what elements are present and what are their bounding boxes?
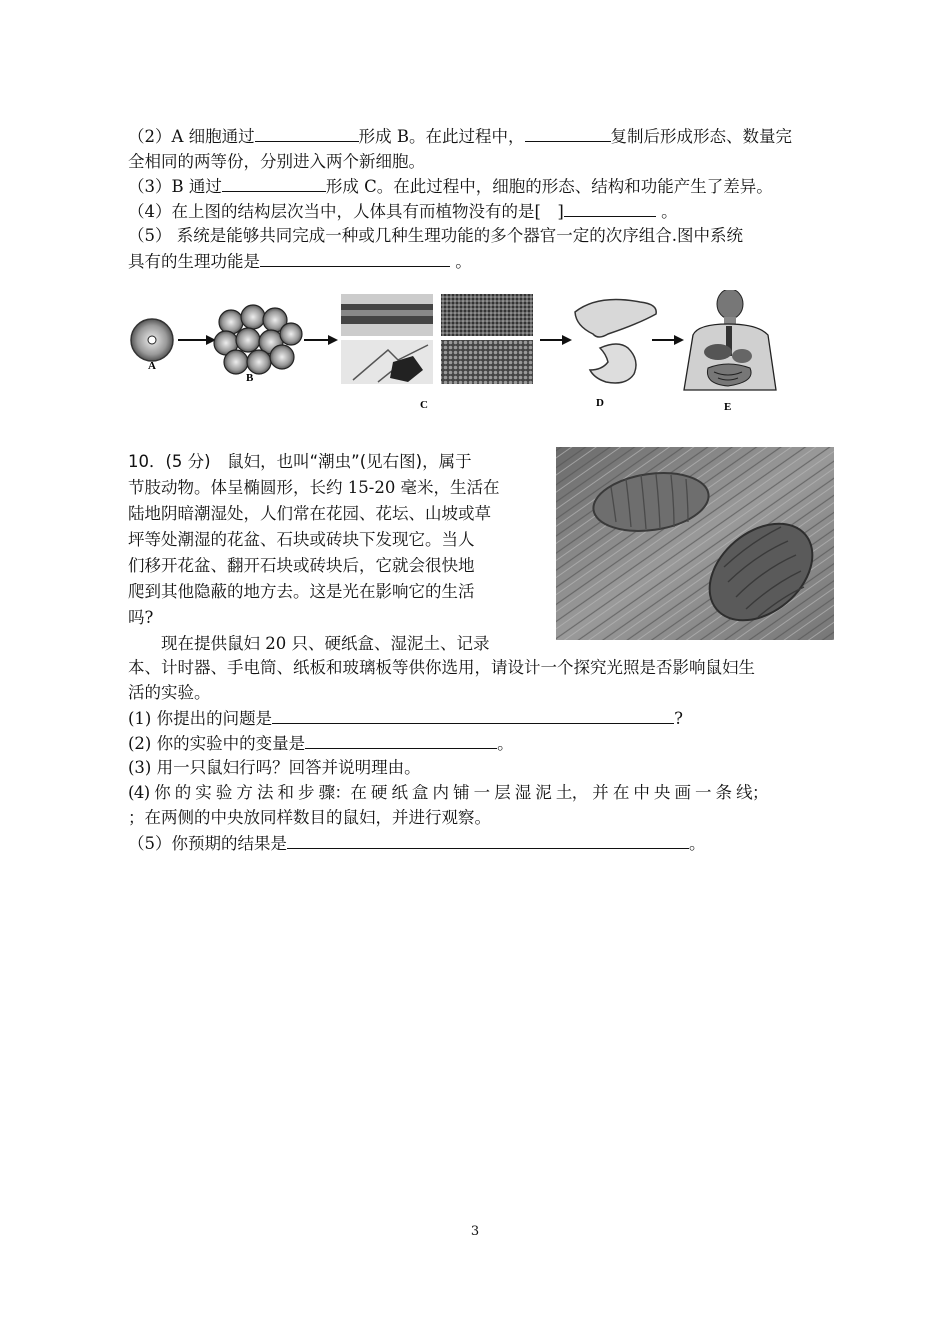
human-body-e-illustration bbox=[684, 290, 776, 390]
q10-sub4-line2 bbox=[128, 806, 491, 830]
label-e: E bbox=[724, 401, 732, 413]
q10-intro-line5: 们移开花盆、翻开石块或砖块后，它就会很快地 bbox=[128, 556, 475, 575]
arrow-a-b bbox=[178, 335, 216, 345]
q10-para-text3: 活的实验。 bbox=[128, 683, 211, 702]
q9-p4-text-a: （4）在上图的结构层次当中，人体具有而植物没有的是[ ] bbox=[128, 202, 564, 221]
q9-part4-line bbox=[128, 199, 678, 224]
q10-intro bbox=[128, 449, 548, 657]
q10-s5-blank[interactable] bbox=[287, 831, 689, 849]
q10-sub2 bbox=[128, 731, 514, 756]
q9-p2-text-b: 形成 B。在此过程中， bbox=[358, 127, 525, 146]
arrow-c-d bbox=[540, 335, 572, 345]
q10-s4-text-b: ；在两侧的中央放同样数目的鼠妇，并进行观察。 bbox=[128, 808, 491, 827]
label-a: A bbox=[148, 360, 156, 372]
q10-s5-text: （5）你预期的结果是 bbox=[128, 834, 287, 853]
q10-s4-text-a: (4) 你 的 实 验 方 法 和 步 骤：在 硬 纸 盒 内 铺 一 层 湿 泥 土， 并 在 中 央 画 一 条 线； bbox=[128, 783, 768, 802]
q10-intro-line4: 坪等处潮湿的花盆、石块或砖块下发现它。当人 bbox=[128, 530, 475, 549]
q9-p3-text-b: 形成 C。在此过程中，细胞的形态、结构和功能产生了差异。 bbox=[325, 177, 773, 196]
q10-intro-line2: 节肢动物。体呈椭圆形，长约 15-20 毫米，生活在 bbox=[128, 478, 500, 497]
q9-part3-line bbox=[128, 174, 773, 199]
q10-sub3 bbox=[128, 756, 421, 780]
arrow-b-c bbox=[304, 335, 338, 345]
q9-p2-blank-1[interactable] bbox=[255, 124, 359, 142]
q10-s2-blank[interactable] bbox=[305, 731, 497, 749]
q9-p5-text-c: 。 bbox=[450, 252, 472, 271]
cell-a-illustration bbox=[131, 319, 173, 361]
q9-part5-line1 bbox=[128, 224, 743, 248]
cells-b-illustration bbox=[214, 305, 302, 374]
label-c: C bbox=[420, 399, 428, 411]
q9-p4-text-b: 。 bbox=[655, 202, 678, 221]
q10-para-line2 bbox=[128, 656, 755, 680]
arrow-d-e bbox=[652, 335, 684, 345]
label-d: D bbox=[596, 397, 604, 409]
q10-sub1 bbox=[128, 706, 683, 731]
q10-s1-blank[interactable] bbox=[272, 706, 674, 724]
q10-s1-text: (1) 你提出的问题是 bbox=[128, 709, 273, 728]
q10-intro-line7: 吗? bbox=[128, 608, 154, 627]
structure-levels-diagram bbox=[128, 290, 788, 415]
q9-p3-blank[interactable] bbox=[222, 174, 326, 192]
q10-para-text2: 本、计时器、手电筒、纸板和玻璃板等供你选用，请设计一个探究光照是否影响鼠妇生 bbox=[128, 658, 755, 677]
q10-sub5 bbox=[128, 831, 706, 856]
q9-p2-text-c: 复制后形成形态、数量完 bbox=[610, 127, 793, 146]
q9-p2-text-d: 全相同的两等份，分别进入两个新细胞。 bbox=[128, 152, 425, 171]
label-b: B bbox=[246, 372, 254, 384]
q9-p2-text-a: （2）A 细胞通过 bbox=[128, 127, 255, 146]
q9-part2-line2 bbox=[128, 150, 425, 174]
q10-sub4-line1 bbox=[128, 781, 768, 805]
q10-s5-end: 。 bbox=[689, 834, 706, 853]
q10-s2-end: 。 bbox=[497, 734, 514, 753]
q10-intro-line1: 10．(5 分) 鼠妇，也叫“潮虫”(见右图)，属于 bbox=[128, 452, 472, 471]
woodlouse-photo bbox=[556, 447, 834, 640]
q10-s3-text: (3) 用一只鼠妇行吗？回答并说明理由。 bbox=[128, 758, 421, 777]
q10-para-line3 bbox=[128, 681, 211, 705]
q10-intro-line3: 陆地阴暗潮湿处，人们常在花园、花坛、山坡或草 bbox=[128, 504, 491, 523]
q9-p4-blank[interactable] bbox=[564, 199, 656, 217]
q9-part5-line2 bbox=[128, 249, 472, 274]
q9-p3-text-a: （3）B 通过 bbox=[128, 177, 222, 196]
q9-part2-line1 bbox=[128, 124, 792, 149]
q9-p5-text-b: 具有的生理功能是 bbox=[128, 252, 260, 271]
q9-p5-text-a: （5） 系统是能够共同完成一种或几种生理功能的多个器官一定的次序组合.图中系统 bbox=[128, 226, 743, 245]
q9-p5-blank[interactable] bbox=[260, 249, 450, 267]
q10-s1-end: ? bbox=[674, 709, 683, 728]
q10-s2-text: (2) 你的实验中的变量是 bbox=[128, 734, 306, 753]
q9-p2-blank-2[interactable] bbox=[525, 124, 611, 142]
tissues-c-illustration bbox=[341, 294, 533, 384]
organs-d-illustration bbox=[575, 300, 656, 383]
page-number: 3 bbox=[470, 1224, 480, 1239]
q10-intro-line6: 爬到其他隐蔽的地方去。这是光在影响它的生活 bbox=[128, 582, 475, 601]
q10-para-line1: 现在提供鼠妇 20 只、硬纸盒、湿泥土、记录 bbox=[128, 634, 490, 653]
